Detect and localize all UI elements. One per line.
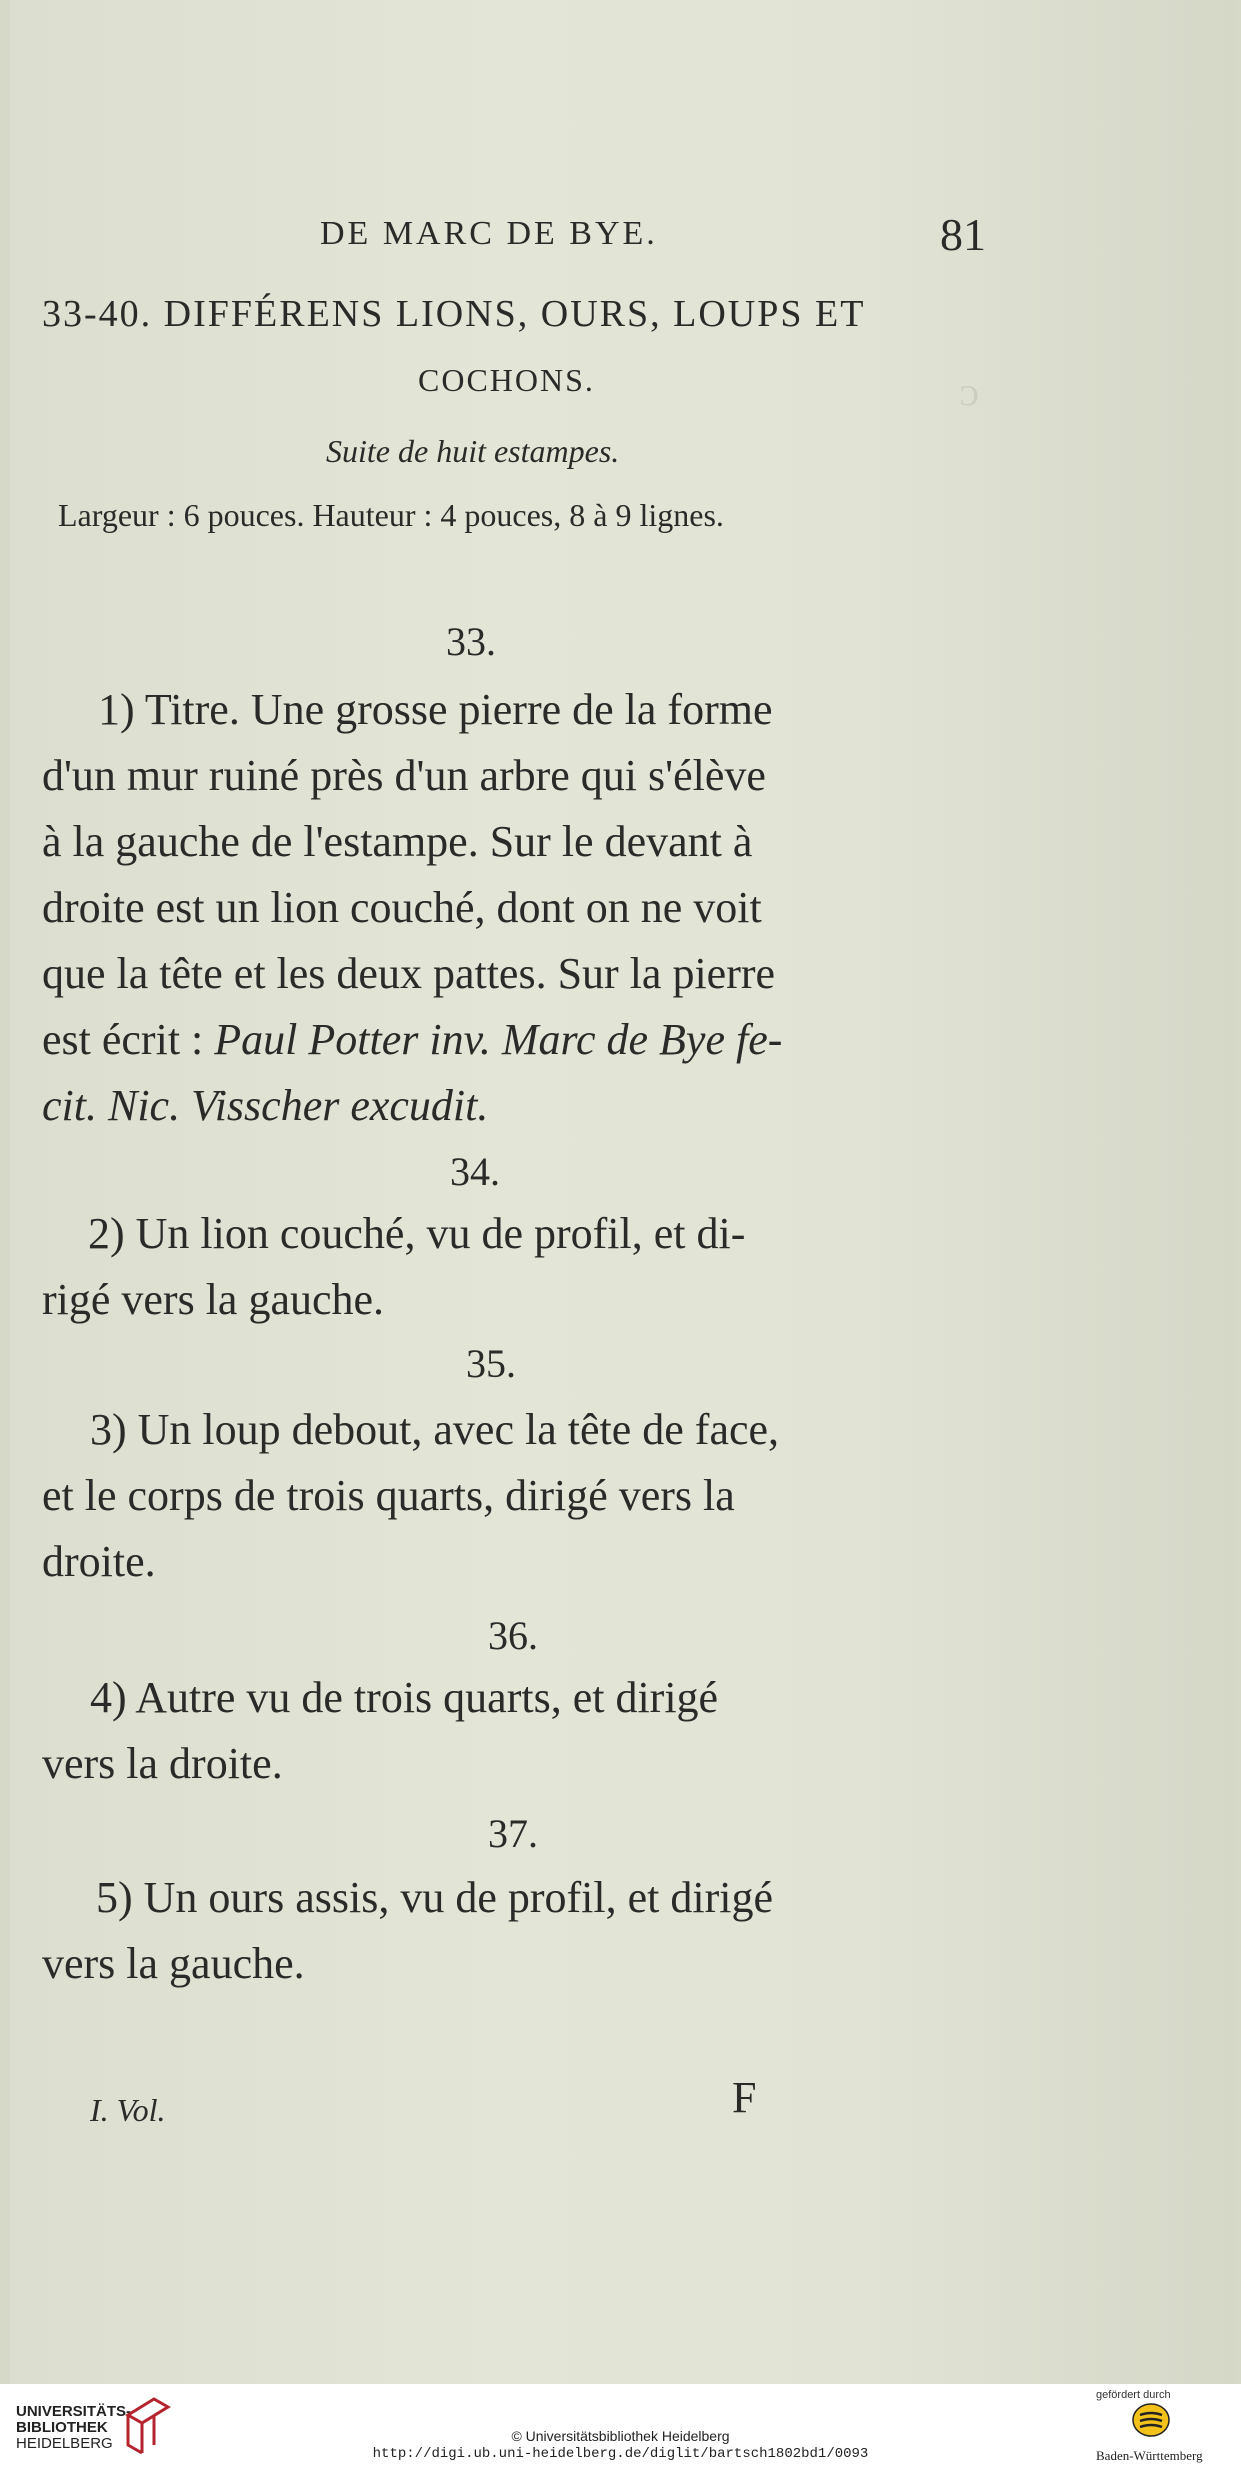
text-line: 4) Autre vu de trois quarts, et dirigé <box>90 1673 719 1722</box>
entry-heading-continued: COCHONS. <box>418 362 595 398</box>
running-header: DE MARC DE BYE. <box>320 215 658 252</box>
text-line: à la gauche de l'estampe. Sur le devant à <box>42 817 753 866</box>
text-line: droite. <box>42 1537 156 1586</box>
inscription-text: cit. Nic. Visscher excudit. <box>42 1081 489 1130</box>
funder-name: Baden-Württemberg <box>1096 2448 1203 2463</box>
text-line: 2) Un lion couché, vu de profil, et di- <box>88 1209 746 1258</box>
item-number: 34. <box>450 1149 500 1194</box>
entry-heading: 33-40. DIFFÉRENS LIONS, OURS, LOUPS ET <box>42 293 866 335</box>
entry-subtitle: Suite de huit estampes. <box>326 433 620 469</box>
text-line: que la tête et les deux pattes. Sur la pierre <box>42 949 776 998</box>
text-line: rigé vers la gauche. <box>42 1275 385 1324</box>
copyright-notice: © Universitätsbibliothek Heidelberg <box>511 2428 730 2444</box>
coat-of-arms-icon <box>1131 2402 1171 2438</box>
plate-dimensions: Largeur : 6 pouces. Hauteur : 4 pouces, 8 à 9 lignes. <box>58 497 724 533</box>
text-line: vers la droite. <box>42 1739 283 1788</box>
text-line: et le corps de trois quarts, dirigé vers la <box>42 1471 735 1520</box>
page-number: 81 <box>940 209 986 260</box>
text-line <box>42 1014 782 1065</box>
inscription-text: Paul Potter inv. Marc de Bye fe- <box>214 1015 783 1064</box>
library-name-line: HEIDELBERG <box>16 2435 113 2452</box>
text-line: vers la gauche. <box>42 1939 305 1988</box>
library-name-line: UNIVERSITÄTS- <box>16 2403 132 2420</box>
text-line: 5) Un ours assis, vu de profil, et dirigé <box>96 1873 773 1922</box>
item-number: 36. <box>488 1613 538 1658</box>
volume-mark: I. Vol. <box>90 2092 166 2128</box>
signature-mark: F <box>732 2073 757 2122</box>
text-line: droite est un lion couché, dont on ne voit <box>42 883 762 932</box>
permalink[interactable]: http://digi.ub.uni-heidelberg.de/diglit/bartsch1802bd1/0093 <box>372 2446 869 2462</box>
funded-by-label: gefördert durch <box>1096 2389 1171 2401</box>
text-line: 1) Titre. Une grosse pierre de la forme <box>98 685 773 734</box>
bleed-through-decoration: ᴐ <box>960 369 980 414</box>
library-name-line: BIBLIOTHEK <box>16 2419 108 2436</box>
text-fragment: est écrit : <box>42 1015 215 1064</box>
text-line: d'un mur ruiné près d'un arbre qui s'élève <box>42 751 766 800</box>
text-line: 3) Un loup debout, avec la tête de face, <box>90 1405 780 1454</box>
item-number: 33. <box>446 619 496 664</box>
item-number: 37. <box>488 1811 538 1856</box>
book-page <box>10 0 1235 2384</box>
item-number: 35. <box>466 1341 516 1386</box>
